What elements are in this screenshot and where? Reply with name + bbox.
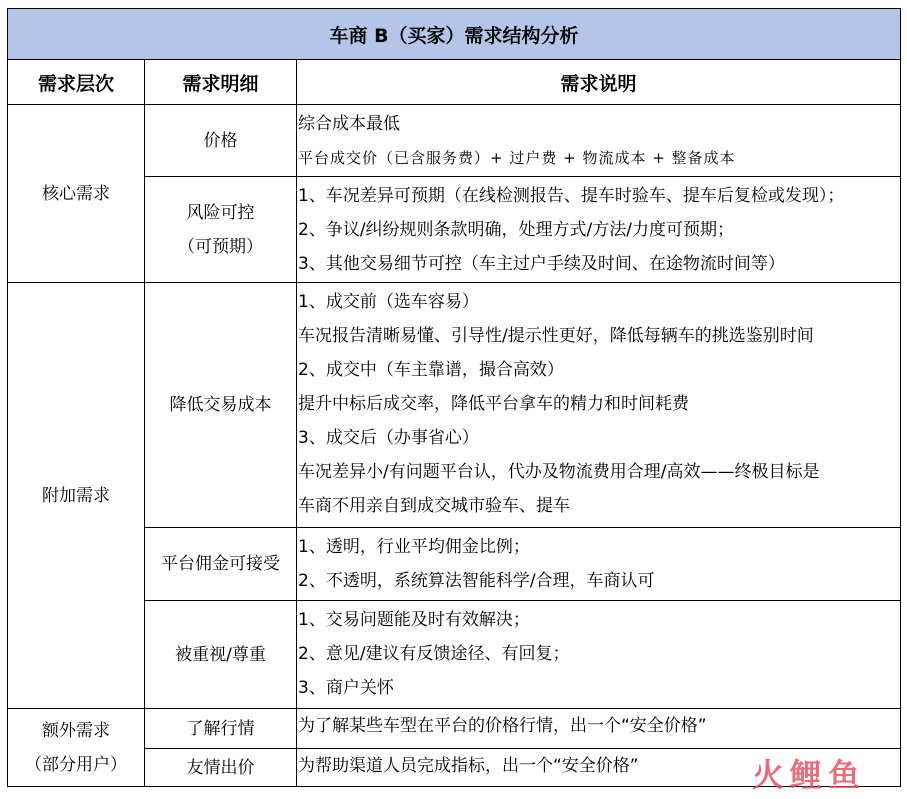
level-additional: [8, 283, 145, 709]
desc-line: 2、成交中（车主靠谱，撮合高效）: [298, 360, 564, 380]
desc-line: 1、成交前（选车容易）: [298, 292, 479, 312]
detail-cost: [145, 283, 297, 528]
header-level: 需求层次: [8, 60, 145, 105]
detail-risk-sub: （可预期）: [178, 236, 263, 257]
table-title: 车商 B（买家）需求结构分析: [8, 9, 901, 60]
desc-line: 1、车况差异可预期（在线检测报告、提车时验车、提车后复检或发现）；: [298, 186, 845, 206]
watermark-text: 火鲤鱼: [751, 756, 867, 793]
level-core-label: 核心需求: [42, 183, 110, 204]
requirements-table: [7, 8, 901, 787]
desc-line: 综合成本最低: [298, 114, 400, 134]
detail-price-label: 价格: [203, 130, 238, 151]
detail-friendly: [145, 749, 297, 787]
desc-line: 1、透明，行业平均佣金比例；: [298, 537, 530, 557]
desc-line: 提升中标后成交率，降低平台拿车的精力和时间耗费: [298, 394, 689, 414]
desc-risk: [297, 177, 901, 283]
level-extra: [8, 709, 145, 787]
detail-risk-label: 风险可控: [186, 202, 255, 223]
level-extra-sub: （部分用户）: [25, 754, 127, 775]
desc-commission: [297, 528, 901, 601]
desc-line: 车况差异小/有问题平台认，代办及物流费用合理/高效——终极目标是: [298, 462, 820, 482]
detail-respect-label: 被重视/尊重: [175, 644, 266, 665]
desc-line: 车商不用亲自到成交城市验车、提车: [298, 496, 570, 516]
desc-respect: [297, 601, 901, 709]
detail-cost-label: 降低交易成本: [169, 395, 272, 415]
desc-line: 1、交易问题能及时有效解决；: [298, 610, 530, 630]
detail-commission-label: 平台佣金可接受: [161, 554, 280, 574]
desc-line: 2、意见/建议有反馈途径、有回复；: [298, 644, 570, 664]
desc-line: 3、成交后（办事省心）: [298, 428, 479, 448]
desc-line: 为了解某些车型在平台的价格行情，出一个“安全价格”: [298, 716, 707, 736]
desc-line: 为帮助渠道人员完成指标，出一个“安全价格”: [298, 756, 639, 776]
desc-cost: [297, 283, 901, 528]
desc-line: 2、争议/纠纷规则条款明确，处理方式/方法/力度可预期；: [298, 220, 734, 240]
detail-commission: [145, 528, 297, 601]
detail-friendly-label: 友情出价: [186, 757, 255, 778]
level-core: [8, 105, 145, 283]
desc-line: 车况报告清晰易懂、引导性/提示性更好，降低每辆车的挑选鉴别时间: [298, 326, 814, 346]
header-detail: 需求明细: [145, 60, 297, 105]
desc-line: 2、不透明，系统算法智能科学/合理，车商认可: [298, 571, 655, 591]
desc-line: 3、其他交易细节可控（车主过户手续及时间、在途物流时间等）: [298, 254, 785, 274]
detail-market-label: 了解行情: [186, 718, 255, 739]
detail-respect: [145, 601, 297, 709]
desc-friendly: [297, 749, 901, 787]
header-description: 需求说明: [297, 60, 901, 105]
level-additional-label: 附加需求: [42, 485, 110, 506]
detail-price: [145, 105, 297, 177]
level-extra-label: 额外需求: [42, 720, 110, 741]
desc-price: [297, 105, 901, 177]
detail-market: [145, 709, 297, 749]
desc-market: [297, 709, 901, 749]
desc-line: 平台成交价（已含服务费）+ 过户费 + 物流成本 + 整备成本: [298, 149, 736, 167]
detail-risk: [145, 177, 297, 283]
desc-line: 3、商户关怀: [298, 678, 394, 698]
